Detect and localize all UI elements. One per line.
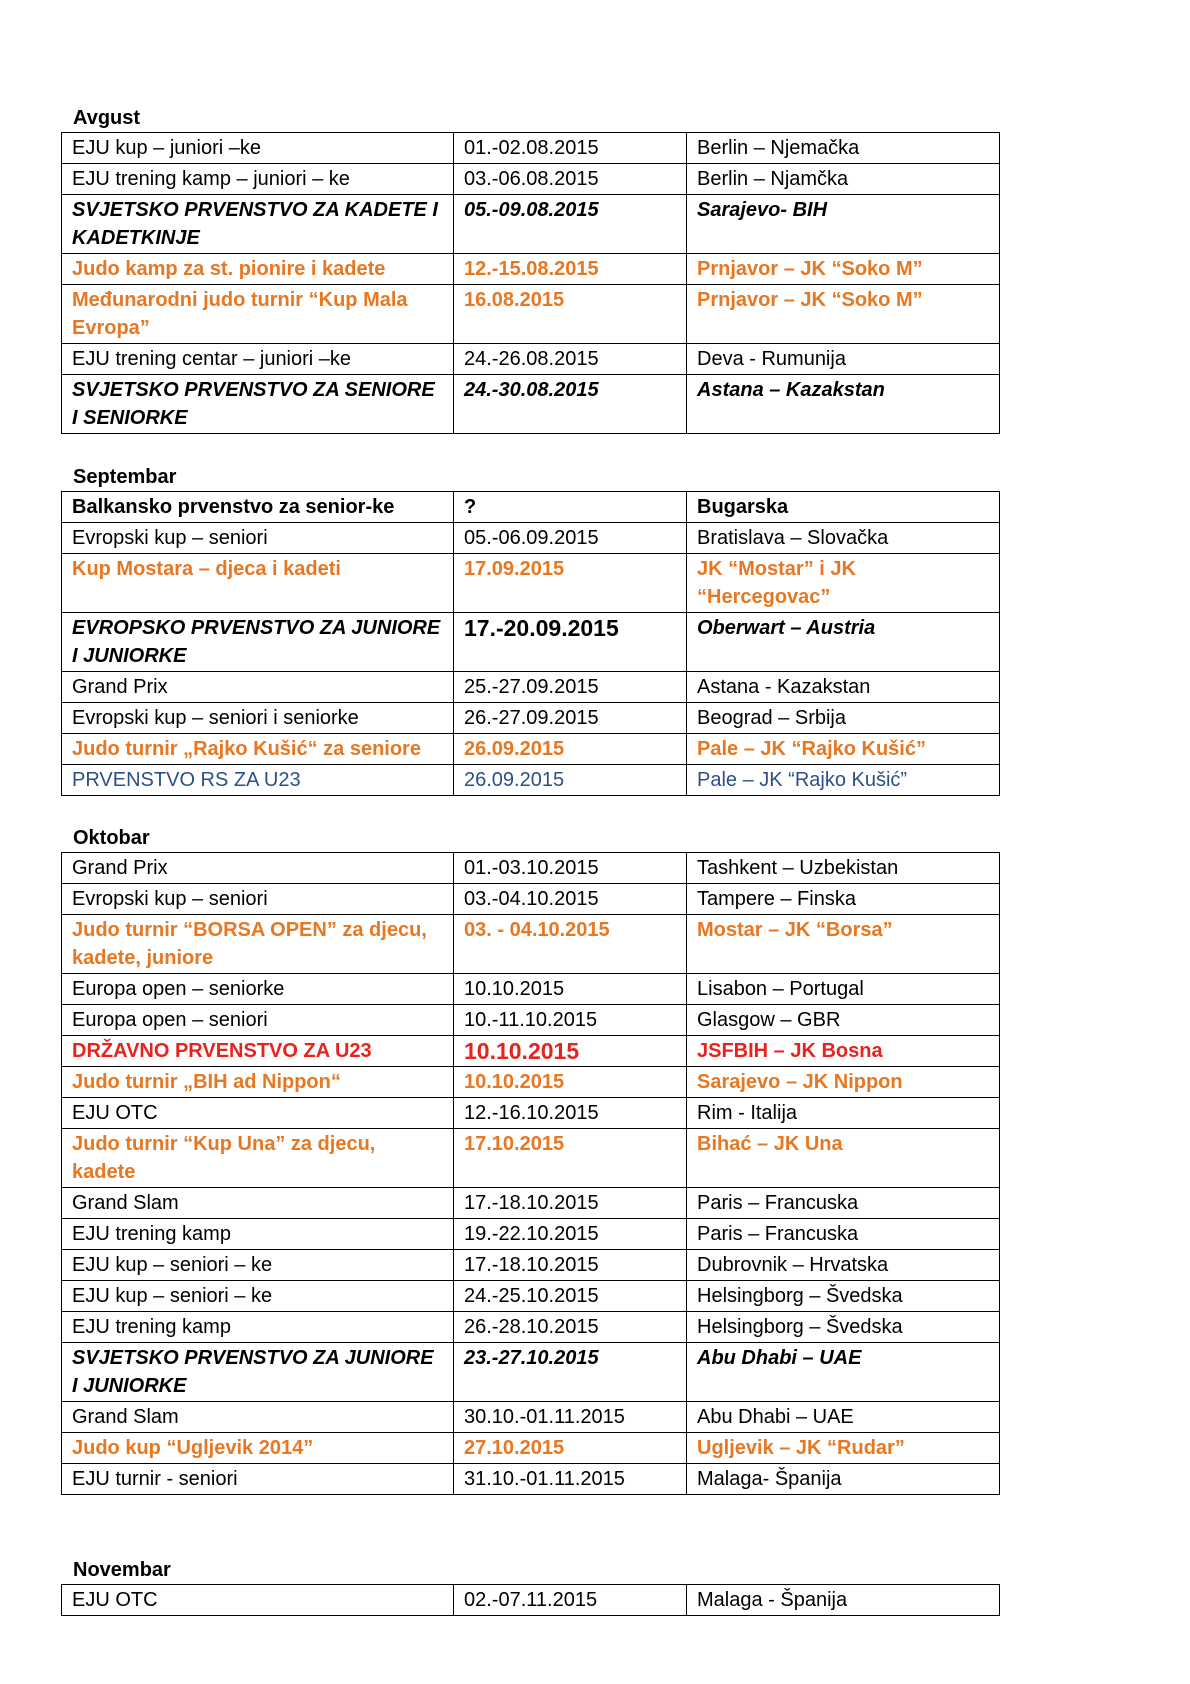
place-cell: Bratislava – Slovačka [687,523,1000,554]
event-cell: Judo turnir „Rajko Kušić“ za seniore [62,734,454,765]
date-cell: 17.09.2015 [454,554,687,613]
event-cell: SVJETSKO PRVENSTVO ZA SENIORE I SENIORKE [62,375,454,434]
table-row [62,915,1000,974]
place-cell: Beograd – Srbija [687,703,1000,734]
place-cell: Astana - Kazakstan [687,672,1000,703]
place-cell: Tampere – Finska [687,884,1000,915]
schedule-table [61,1584,1000,1616]
place-cell: Prnjavor – JK “Soko M” [687,285,1000,344]
date-cell: 24.-26.08.2015 [454,344,687,375]
event-cell: Evropski kup – seniori [62,523,454,554]
date-cell: 03.-04.10.2015 [454,884,687,915]
date-cell: 17.10.2015 [454,1129,687,1188]
event-cell: EJU kup – seniori – ke [62,1250,454,1281]
table-row [62,974,1000,1005]
table-row [62,254,1000,285]
date-cell: 26.09.2015 [454,734,687,765]
place-cell: JSFBIH – JK Bosna [687,1036,1000,1067]
table-row [62,1129,1000,1188]
date-cell: 26.09.2015 [454,765,687,796]
table-row [62,1402,1000,1433]
place-cell: Glasgow – GBR [687,1005,1000,1036]
place-cell: JK “Mostar” i JK “Hercegovac” [687,554,1000,613]
date-cell: 30.10.-01.11.2015 [454,1402,687,1433]
place-cell: Malaga- Španija [687,1464,1000,1495]
event-cell: Judo turnir “BORSA OPEN” za djecu, kadete, juniore [62,915,454,974]
date-cell: 02.-07.11.2015 [454,1585,687,1616]
schedule-table [61,852,1000,1495]
date-cell: 27.10.2015 [454,1433,687,1464]
event-cell: DRŽAVNO PRVENSTVO ZA U23 [62,1036,454,1067]
table-row [62,1036,1000,1067]
place-cell: Astana – Kazakstan [687,375,1000,434]
place-cell: Mostar – JK “Borsa” [687,915,1000,974]
date-cell: 03. - 04.10.2015 [454,915,687,974]
place-cell: Paris – Francuska [687,1188,1000,1219]
table-row [62,672,1000,703]
event-cell: Europa open – seniorke [62,974,454,1005]
table-row [62,1098,1000,1129]
event-cell: EJU OTC [62,1098,454,1129]
table-row [62,492,1000,523]
place-cell: Bugarska [687,492,1000,523]
table-row [62,1343,1000,1402]
place-cell: Helsingborg – Švedska [687,1281,1000,1312]
event-cell: EJU turnir - seniori [62,1464,454,1495]
table-row [62,1067,1000,1098]
table-row [62,853,1000,884]
date-cell: 19.-22.10.2015 [454,1219,687,1250]
date-cell: 31.10.-01.11.2015 [454,1464,687,1495]
place-cell: Ugljevik – JK “Rudar” [687,1433,1000,1464]
event-cell: Balkansko prvenstvo za senior-ke [62,492,454,523]
date-cell: 12.-16.10.2015 [454,1098,687,1129]
table-row [62,133,1000,164]
place-cell: Rim - Italija [687,1098,1000,1129]
date-cell: 24.-25.10.2015 [454,1281,687,1312]
place-cell: Berlin – Njemačka [687,133,1000,164]
place-cell: Pale – JK “Rajko Kušić” [687,734,1000,765]
table-row [62,1005,1000,1036]
table-row [62,1312,1000,1343]
schedule-table [61,491,1000,796]
date-cell: ? [454,492,687,523]
place-cell: Sarajevo- BIH [687,195,1000,254]
event-cell: Grand Prix [62,672,454,703]
date-cell: 01.-02.08.2015 [454,133,687,164]
place-cell: Prnjavor – JK “Soko M” [687,254,1000,285]
table-row [62,164,1000,195]
date-cell: 10.10.2015 [454,974,687,1005]
table-row [62,523,1000,554]
table-row [62,703,1000,734]
date-cell: 10.10.2015 [454,1067,687,1098]
event-cell: Međunarodni judo turnir “Kup Mala Evropa” [62,285,454,344]
table-row [62,1585,1000,1616]
date-cell: 10.-11.10.2015 [454,1005,687,1036]
place-cell: Pale – JK “Rajko Kušić” [687,765,1000,796]
table-row [62,1464,1000,1495]
event-cell: EJU kup – juniori –ke [62,133,454,164]
event-cell: Judo kup “Ugljevik 2014” [62,1433,454,1464]
place-cell: Abu Dhabi – UAE [687,1402,1000,1433]
place-cell: Oberwart – Austria [687,613,1000,672]
event-cell: Grand Slam [62,1188,454,1219]
date-cell: 25.-27.09.2015 [454,672,687,703]
event-cell: Evropski kup – seniori i seniorke [62,703,454,734]
event-cell: EJU kup – seniori – ke [62,1281,454,1312]
section-septembar [61,463,999,796]
date-cell: 17.-18.10.2015 [454,1188,687,1219]
event-cell: EVROPSKO PRVENSTVO ZA JUNIORE I JUNIORKE [62,613,454,672]
place-cell: Malaga - Španija [687,1585,1000,1616]
date-cell: 26.-28.10.2015 [454,1312,687,1343]
event-cell: SVJETSKO PRVENSTVO ZA JUNIORE I JUNIORKE [62,1343,454,1402]
table-row [62,1188,1000,1219]
date-cell: 17.-20.09.2015 [454,613,687,672]
event-cell: EJU OTC [62,1585,454,1616]
date-cell: 12.-15.08.2015 [454,254,687,285]
table-row [62,734,1000,765]
event-cell: Judo kamp za st. pionire i kadete [62,254,454,285]
place-cell: Helsingborg – Švedska [687,1312,1000,1343]
place-cell: Abu Dhabi – UAE [687,1343,1000,1402]
date-cell: 03.-06.08.2015 [454,164,687,195]
date-cell: 17.-18.10.2015 [454,1250,687,1281]
event-cell: Judo turnir „BIH ad Nippon“ [62,1067,454,1098]
table-row [62,195,1000,254]
event-cell: Grand Prix [62,853,454,884]
place-cell: Berlin – Njamčka [687,164,1000,195]
event-cell: PRVENSTVO RS ZA U23 [62,765,454,796]
event-cell: Evropski kup – seniori [62,884,454,915]
month-heading: Oktobar [73,827,150,849]
date-cell: 01.-03.10.2015 [454,853,687,884]
section-avgust [61,104,999,434]
table-row [62,613,1000,672]
event-cell: Europa open – seniori [62,1005,454,1036]
date-cell: 05.-06.09.2015 [454,523,687,554]
schedule-table [61,132,1000,434]
date-cell: 10.10.2015 [454,1036,687,1067]
event-cell: EJU trening kamp [62,1312,454,1343]
table-row [62,554,1000,613]
month-heading: Novembar [73,1559,171,1581]
event-cell: EJU trening centar – juniori –ke [62,344,454,375]
date-cell: 23.-27.10.2015 [454,1343,687,1402]
place-cell: Dubrovnik – Hrvatska [687,1250,1000,1281]
event-cell: Judo turnir “Kup Una” za djecu, kadete [62,1129,454,1188]
event-cell: Kup Mostara – djeca i kadeti [62,554,454,613]
place-cell: Bihać – JK Una [687,1129,1000,1188]
month-heading: Septembar [73,466,177,488]
place-cell: Lisabon – Portugal [687,974,1000,1005]
table-row [62,884,1000,915]
month-heading: Avgust [73,107,141,129]
event-cell: Grand Slam [62,1402,454,1433]
date-cell: 16.08.2015 [454,285,687,344]
section-oktobar [61,824,999,1495]
date-cell: 05.-09.08.2015 [454,195,687,254]
table-row [62,375,1000,434]
section-novembar [61,1556,999,1616]
event-cell: EJU trening kamp – juniori – ke [62,164,454,195]
table-row [62,1250,1000,1281]
table-row [62,344,1000,375]
place-cell: Paris – Francuska [687,1219,1000,1250]
table-row [62,285,1000,344]
date-cell: 24.-30.08.2015 [454,375,687,434]
event-cell: SVJETSKO PRVENSTVO ZA KADETE I KADETKINJE [62,195,454,254]
place-cell: Sarajevo – JK Nippon [687,1067,1000,1098]
table-row [62,1281,1000,1312]
place-cell: Tashkent – Uzbekistan [687,853,1000,884]
place-cell: Deva - Rumunija [687,344,1000,375]
date-cell: 26.-27.09.2015 [454,703,687,734]
table-row [62,1433,1000,1464]
table-row [62,1219,1000,1250]
table-row [62,765,1000,796]
event-cell: EJU trening kamp [62,1219,454,1250]
